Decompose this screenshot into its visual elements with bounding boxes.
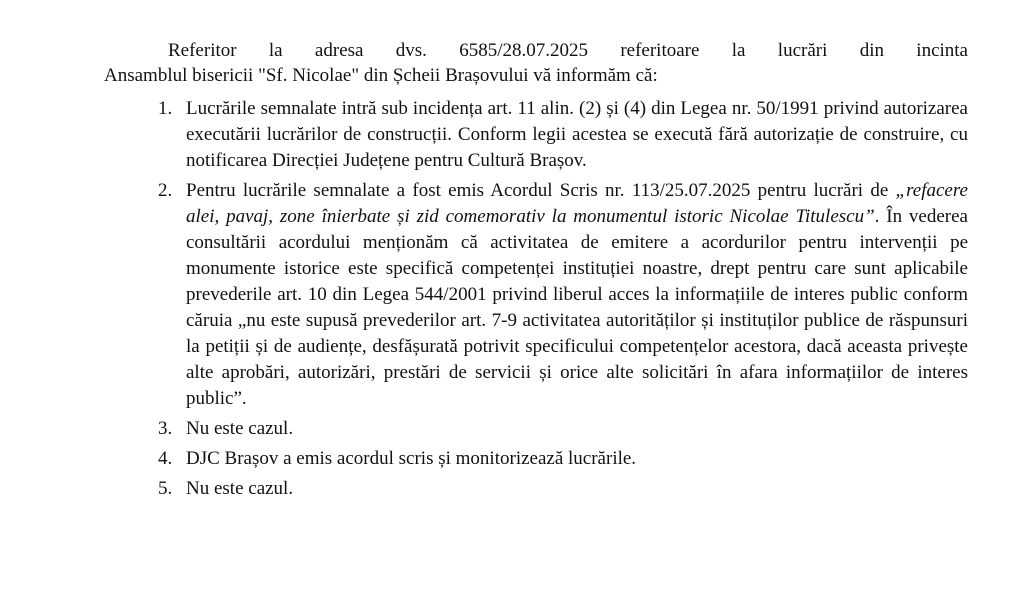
intro-paragraph xyxy=(104,38,968,88)
list-item-1 xyxy=(104,96,968,174)
list-item-text-part: . În vederea consultării acordului menționăm că activitatea de emitere a acordurilor pentru intervenții pe monumente istorice este specifică competenței instituției noastre, drept pentru care sunt aplicabile prevederile art. 10 din Legea 544/2001 privind liberul acces la informațiile de interes public conform căruia „nu este supusă prevederilor art. 7-9 activitatea autorităților și instituților publice de răspunsuri la petiții și de audiențe, desfășurată potrivit specificului competențelor acestora, dacă aceasta privește alte aprobări, autorizări, prestări de servicii și orice alte solicitări în afara informațiilor de interes public”. xyxy=(186,206,968,409)
intro-line-2: Ansamblul bisericii "Sf. Nicolae" din Șcheii Brașovului vă informăm că: xyxy=(104,65,658,86)
list-item-number: 4. xyxy=(158,448,173,469)
list-item-3 xyxy=(104,416,968,442)
list-item-5 xyxy=(104,476,968,502)
list-item-number: 2. xyxy=(158,180,173,201)
list-item-number: 5. xyxy=(158,478,173,499)
list-item-number: 3. xyxy=(158,418,173,439)
list-item-text: Lucrările semnalate intră sub incidența art. 11 alin. (2) și (4) din Legea nr. 50/1991 privind autorizarea executării lucrărilor de construcții. Conform legii acestea se execută fără autorizație de construire, cu notificarea Direcției Județene pentru Cultură Brașov. xyxy=(186,98,968,171)
numbered-list xyxy=(104,96,968,506)
list-item-text xyxy=(186,178,968,412)
list-item-number: 1. xyxy=(158,98,173,119)
quoted-works-title: „refacere alei, pavaj, zone înierbate și zid comemorativ la monumentul istoric Nicolae Titulescu” xyxy=(186,180,968,227)
list-item-text: Nu este cazul. xyxy=(186,418,294,439)
list-item-4 xyxy=(104,446,968,472)
intro-line-1: Referitor la adresa dvs. 6585/28.07.2025 referitoare la lucrări din incinta xyxy=(168,40,968,61)
list-item-text: Nu este cazul. xyxy=(186,478,294,499)
list-item-text-part: Pentru lucrările semnalate a fost emis Acordul Scris nr. 113/25.07.2025 pentru lucrări de xyxy=(186,180,896,201)
list-item-2 xyxy=(104,178,968,412)
list-item-text: DJC Brașov a emis acordul scris și monitorizează lucrările. xyxy=(186,448,637,469)
